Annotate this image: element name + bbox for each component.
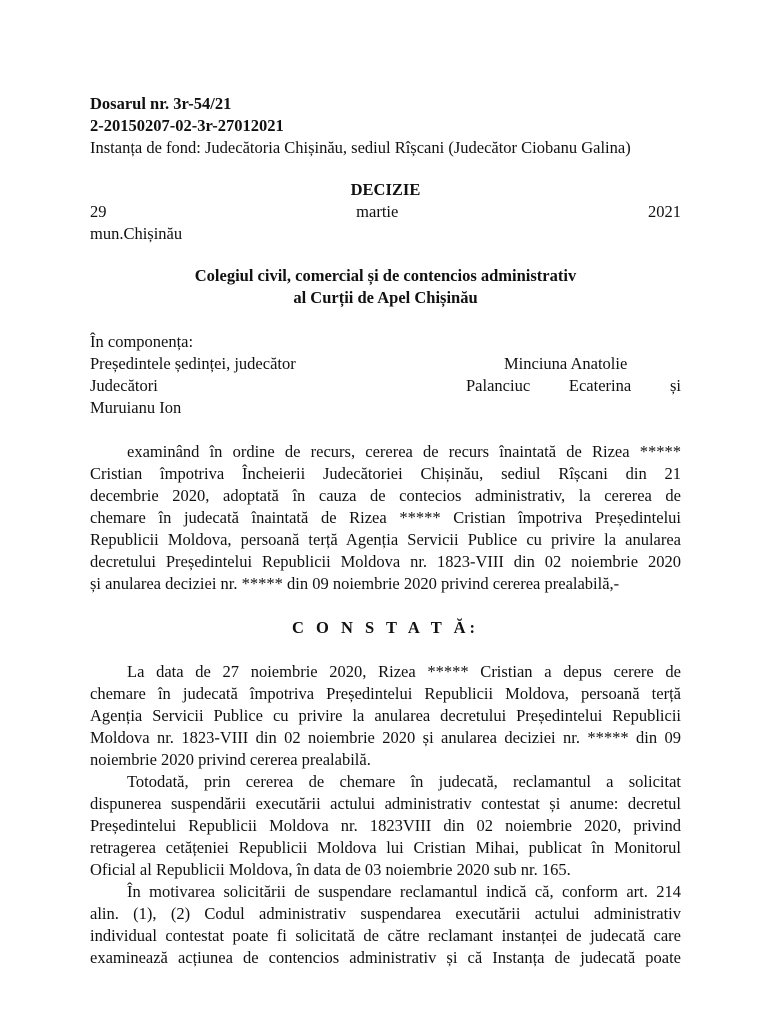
judge1-first: Palanciuc bbox=[466, 376, 531, 395]
constata-heading: C O N S T A T Ă: bbox=[291, 618, 480, 637]
judges-role: Judecători bbox=[90, 376, 158, 395]
paragraph-line: Oficial al Republicii Moldova, în data de 03 noiembrie 2020 sub nr. 165. bbox=[90, 860, 571, 879]
paragraph-line: Agenția Servicii Publice cu privire la anularea decretului Președintelui Republicii bbox=[90, 706, 681, 725]
paragraph-1 bbox=[90, 661, 681, 771]
date-month: martie bbox=[356, 202, 399, 221]
judge1-second: Ecaterina bbox=[568, 376, 632, 395]
paragraph-line: În motivarea solicitării de suspendare reclamantul indică că, conform art. 214 bbox=[127, 882, 681, 901]
intro-line: decembrie 2020, adoptată în cauza de contecios administrativ, la cererea de bbox=[90, 486, 681, 505]
paragraph-line: noiembrie 2020 privind cererea prealabilă. bbox=[90, 750, 371, 769]
judges-row bbox=[90, 375, 681, 397]
paragraph-line: alin. (1), (2) Codul administrativ suspendarea executării actului administrativ bbox=[90, 904, 681, 923]
judge2-name: Muruianu Ion bbox=[90, 398, 182, 417]
paragraph-line: Moldova nr. 1823-VIII din 02 noiembrie 2020 și anularea deciziei nr. ***** din 09 bbox=[90, 728, 681, 747]
presiding-name: Minciuna Anatolie bbox=[504, 354, 628, 373]
intro-line: examinând în ordine de recurs, cererea de recurs înaintată de Rizea ***** bbox=[127, 442, 681, 461]
intro-paragraph bbox=[90, 441, 681, 595]
court-name-line2: al Curții de Apel Chișinău bbox=[293, 288, 478, 307]
presiding-row bbox=[90, 353, 681, 375]
paragraph-3 bbox=[90, 881, 681, 969]
paragraph-line: dispunerea suspendării executării actului administrativ contestat și anume: decretul bbox=[90, 794, 681, 813]
paragraph-line: Totodată, prin cererea de chemare în judecată, reclamantul a solicitat bbox=[127, 772, 681, 791]
intro-line: decretului Președintelui Republicii Moldova nr. 1823-VIII din 02 noiembrie 2020 bbox=[90, 552, 681, 571]
paragraph-line: chemare în judecată împotriva Președintelui Republicii Moldova, persoană terță bbox=[90, 684, 681, 703]
composition-label: În componența: bbox=[90, 332, 194, 351]
paragraph-line: Președintelui Republicii Moldova nr. 1823VIII din 02 noiembrie 2020, privind bbox=[90, 816, 681, 835]
intro-line: și anularea deciziei nr. ***** din 09 noiembrie 2020 privind cererea prealabilă,- bbox=[90, 574, 620, 593]
presiding-role: Președintele ședinței, judecător bbox=[90, 354, 296, 373]
date-day: 29 bbox=[90, 202, 107, 221]
paragraph-line: La data de 27 noiembrie 2020, Rizea ***** Cristian a depus cerere de bbox=[127, 662, 681, 681]
paragraph-line: examinează acțiunea de contencios administrativ și că Instanța de judecată poate bbox=[90, 948, 681, 967]
court-name-line1: Colegiul civil, comercial și de contencios administrativ bbox=[194, 266, 577, 285]
date-year: 2021 bbox=[648, 202, 681, 221]
intro-line: Cristian împotriva Încheierii Judecătoriei Chișinău, sediul Rîșcani din 21 bbox=[90, 464, 681, 483]
paragraph-2 bbox=[90, 771, 681, 881]
first-instance-court: Instanța de fond: Judecătoria Chișinău, sediul Rîșcani (Judecător Ciobanu Galina) bbox=[90, 138, 631, 157]
decision-date bbox=[90, 201, 681, 223]
paragraph-line: individual contestat poate fi solicitată de către reclamant instanței de judecată care bbox=[90, 926, 681, 945]
judge-conjunction: și bbox=[669, 376, 681, 395]
case-code: 2-20150207-02-3r-27012021 bbox=[90, 116, 284, 135]
intro-line: Republicii Moldova, persoană terță Agenția Servicii Publice cu privire la anularea bbox=[90, 530, 681, 549]
intro-line: chemare în judecată înaintată de Rizea ***** Cristian împotriva Președintelui bbox=[90, 508, 681, 527]
paragraph-line: retragerea cetățeniei Republicii Moldova lui Cristian Mihai, publicat în Monitorul bbox=[90, 838, 681, 857]
dosar-number: Dosarul nr. 3r-54/21 bbox=[90, 94, 232, 113]
place: mun.Chișinău bbox=[90, 224, 183, 243]
document-title: DECIZIE bbox=[350, 180, 421, 199]
